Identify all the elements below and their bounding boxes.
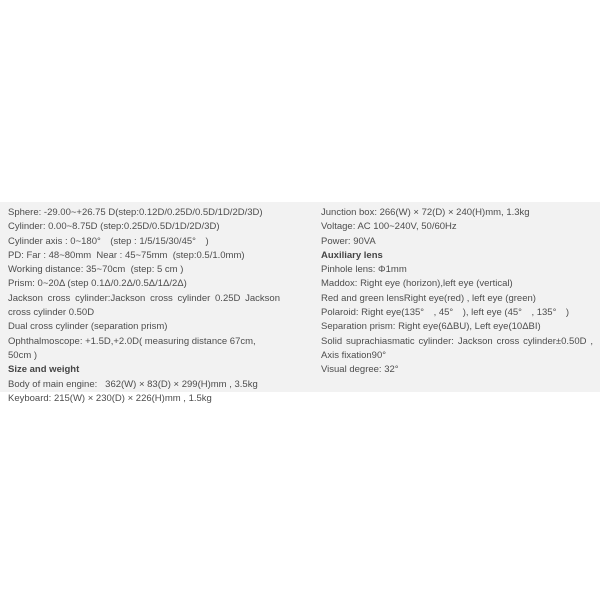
spec-line-jackson-cross-cylinder: Jackson cross cylinder:Jackson cross cylinder 0.25D Jackson cross cylinder 0.50D <box>8 292 280 319</box>
spec-line-ophthalmoscope: Ophthalmoscope: +1.5D,+2.0D( measuring distance 67cm, 50cm ) <box>8 335 256 361</box>
spec-line-junction-box: Junction box: 266(W) × 72(D) × 240(H)mm, 1.3kg <box>321 207 530 218</box>
spec-line-body-of-main-engine: Body of main engine: 362(W) × 83(D) × 299(H)mm , 3.5kg <box>8 378 258 390</box>
spec-line-polaroid: Polaroid: Right eye(135° , 45° ), left eye (45° , 135° ) <box>321 307 570 319</box>
spec-line-visual-degree: Visual degree: 32° <box>321 364 399 376</box>
spec-line-maddox: Maddox: Right eye (horizon),left eye (vertical) <box>321 278 513 290</box>
spec-line-separation-prism: Separation prism: Right eye(6ΔBU), Left eye(10ΔBI) <box>321 321 541 333</box>
spec-column-right <box>321 206 593 392</box>
spec-line-working-distance: Working distance: 35~70cm (step: 5 cm ) <box>8 264 184 276</box>
spec-line-voltage: Voltage: AC 100~240V, 50/60Hz <box>321 221 457 233</box>
spec-line-cylinder: Cylinder: 0.00~8.75D (step:0.25D/0.5D/1D/2D/3D) <box>8 221 220 233</box>
spec-line-pd: PD: Far : 48~80mm Near : 45~75mm (step:0.5/1.0mm) <box>8 249 245 261</box>
spec-line-power: Power: 90VA <box>321 235 376 247</box>
section-heading-auxiliary-lens: Auxiliary lens <box>321 249 383 261</box>
spec-line-red-green-lens: Red and green lensRight eye(red) , left eye (green) <box>321 292 536 304</box>
spec-line-dual-cross-cylinder: Dual cross cylinder (separation prism) <box>8 321 168 333</box>
spec-line-suprachiasmatic-cylinder: Solid suprachiasmatic cylinder: Jackson cross cylinder±0.50D , Axis fixation90° <box>321 335 593 361</box>
spec-line-sphere: Sphere: -29.00~+26.75 D(step:0.12D/0.25D/0.5D/1D/2D/3D) <box>8 207 263 218</box>
spec-line-keyboard: Keyboard: 215(W) × 230(D) × 226(H)mm , 1.5kg <box>8 392 212 404</box>
spec-line-prism: Prism: 0~20Δ (step 0.1Δ/0.2Δ/0.5Δ/1Δ/2Δ) <box>8 278 187 290</box>
spec-line-cylinder-axis: Cylinder axis : 0~180° (step : 1/5/15/30/45° ) <box>8 235 209 247</box>
spec-line-pinhole-lens: Pinhole lens: Φ1mm <box>321 264 407 276</box>
specifications-panel <box>0 202 600 404</box>
section-heading-size-and-weight: Size and weight <box>8 364 80 376</box>
spec-column-left <box>8 206 280 404</box>
